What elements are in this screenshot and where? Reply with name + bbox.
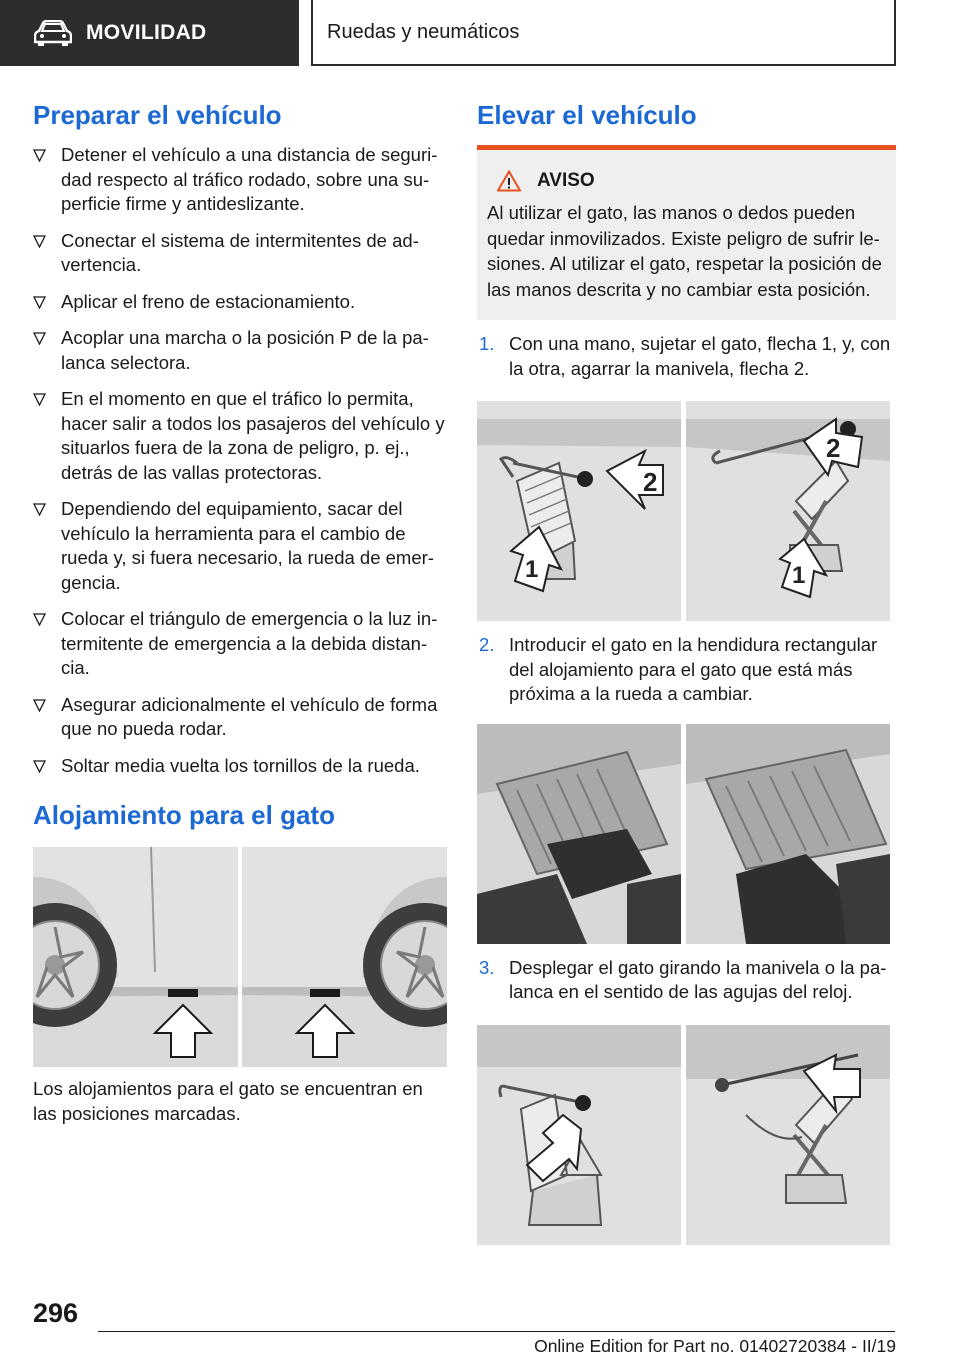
edition-text: Online Edition for Part no. 01402720384 - II/19: [534, 1336, 896, 1356]
prepare-steps-list: [33, 143, 447, 778]
jack-insert-left-image: [477, 724, 681, 944]
left-column: [33, 100, 447, 1126]
list-item: 1. Con una mano, sujetar el gato, flecha 1, y, con la otra, agarrar la manivela, flecha 2.: [479, 333, 891, 379]
list-item: Colocar el triángulo de emergencia o la luz intermitente de emergencia a la debida distancia.: [33, 607, 447, 681]
list-item: Conectar el sistema de intermitentes de advertencia.: [33, 229, 447, 278]
list-item: 3. Desplegar el gato girando la manivela o la palanca en el sentido de las agujas del reloj.: [479, 956, 887, 1003]
arrow-label-1: 1: [525, 556, 539, 584]
list-item: Detener el vehículo a una distancia de seguridad respecto al tráfico rodado, sobre una superficie firme y antideslizante.: [33, 143, 447, 217]
warning-title: AVISO: [537, 170, 595, 192]
rear-jack-point-image: [242, 847, 447, 1067]
triangle-bullet-icon: [33, 393, 46, 406]
jack-grip-illustration: [477, 401, 890, 621]
lift-steps-list-2: [477, 633, 896, 707]
list-item: 2. Introducir el gato en la hendidura rectangular del alojamiento para el gato que está más próxima a la rueda a cambiar.: [479, 634, 878, 705]
warning-box: [477, 150, 896, 320]
triangle-bullet-icon: [33, 760, 46, 773]
jack-point-illustration: [33, 847, 447, 1067]
triangle-bullet-icon: [33, 149, 46, 162]
arrow-label-2: 2: [643, 467, 658, 498]
triangle-bullet-icon: [33, 235, 46, 248]
section-label: MOVILIDAD: [86, 21, 207, 44]
triangle-bullet-icon: [33, 699, 46, 712]
list-item: En el momento en que el tráfico lo permita, hacer salir a todos los pasajeros del vehículo y situarlos fuera de la zona de peligro, p. ej., detrás de las vallas protectoras.: [33, 387, 447, 485]
lift-steps-list: [477, 332, 896, 381]
triangle-bullet-icon: [33, 503, 46, 516]
chapter-title: Ruedas y neumáticos: [311, 0, 896, 66]
jack-point-heading: Alojamiento para el gato: [33, 800, 335, 831]
list-item: Aplicar el freno de estacionamiento.: [33, 290, 447, 315]
front-jack-point-image: [33, 847, 238, 1067]
warning-triangle-icon: [497, 170, 521, 192]
triangle-bullet-icon: [33, 332, 46, 345]
triangle-bullet-icon: [33, 296, 46, 309]
arrow-label-1: 1: [792, 562, 806, 590]
car-icon: [34, 20, 72, 46]
right-column: [477, 100, 896, 1245]
jack-crank-left-image: [477, 1025, 681, 1245]
list-item: Asegurar adicionalmente el vehículo de forma que no pueda rodar.: [33, 693, 447, 742]
jack-crank-illustration: [477, 1025, 890, 1245]
warning-body: Al utilizar el gato, las manos o dedos pueden quedar inmovilizados. Existe peligro de sufrir lesiones. Al utilizar el gato, respetar la posición de las manos descrita y no cambiar esta posición.: [487, 202, 882, 300]
triangle-bullet-icon: [33, 613, 46, 626]
jack-crank-right-image: [686, 1025, 890, 1245]
section-tab[interactable]: [0, 0, 299, 66]
jack-insert-illustration: [477, 724, 890, 944]
lift-steps-list-3: [477, 956, 896, 1005]
jack-grip-left-image: [477, 401, 681, 621]
jack-point-caption: Los alojamientos para el gato se encuentran en las posiciones marcadas.: [33, 1078, 423, 1124]
jack-grip-right-image: [686, 401, 890, 621]
footer-divider: [98, 1331, 895, 1332]
lift-vehicle-heading: Elevar el vehículo: [477, 100, 697, 130]
arrow-label-2: 2: [826, 433, 841, 464]
jack-insert-right-image: [686, 724, 890, 944]
list-item: Soltar media vuelta los tornillos de la rueda.: [33, 754, 447, 779]
list-item: Dependiendo del equipamiento, sacar del vehículo la herramienta para el cambio de rueda y, si fuera necesario, la rueda de emergencia.: [33, 497, 447, 595]
page-number: 296: [33, 1298, 79, 1328]
list-item: Acoplar una marcha o la posición P de la palanca selectora.: [33, 326, 447, 375]
prepare-vehicle-heading: Preparar el vehículo: [33, 100, 282, 130]
